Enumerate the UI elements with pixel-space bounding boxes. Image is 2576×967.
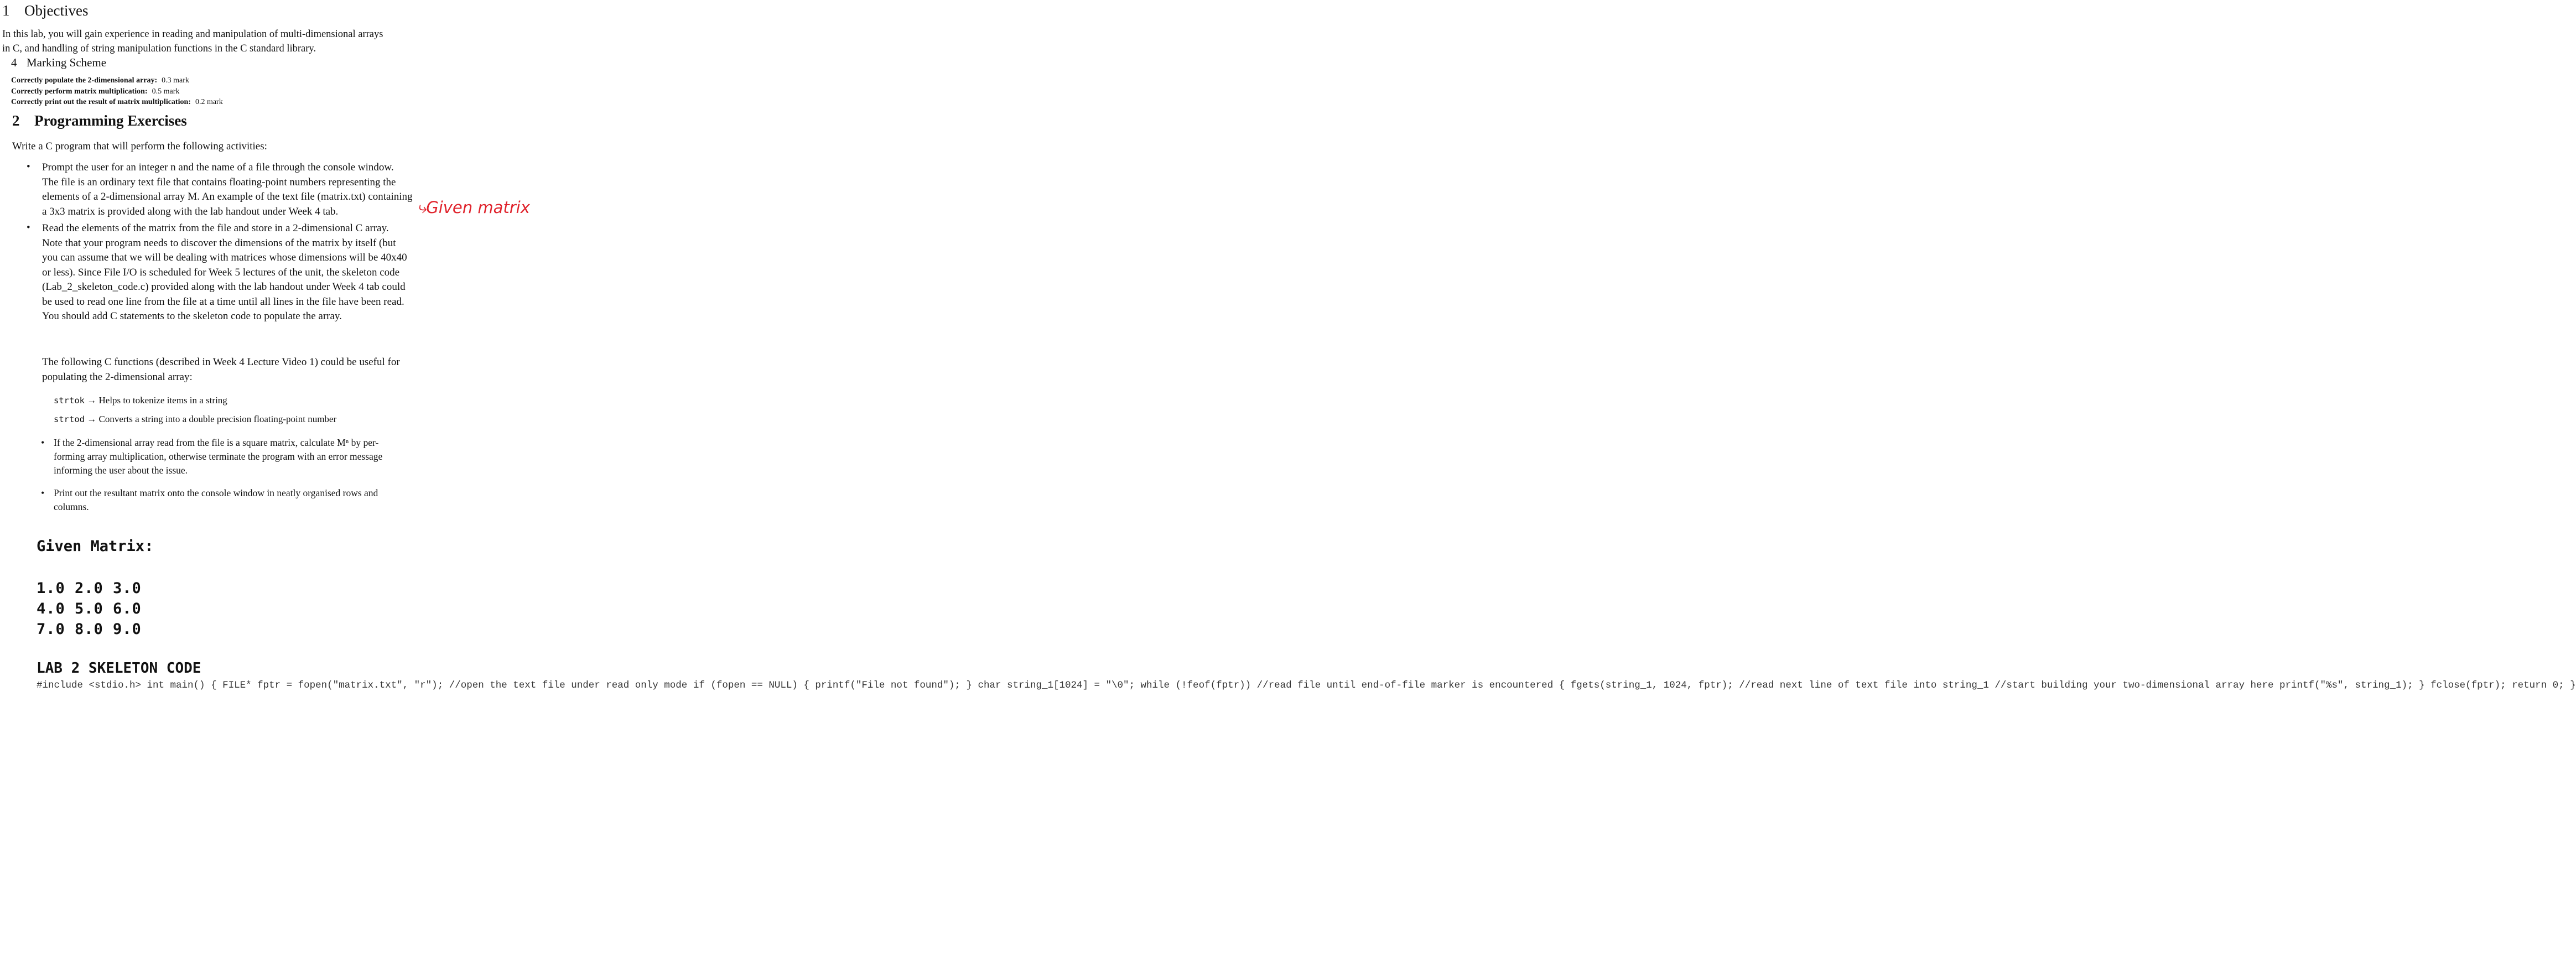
arrow-icon: → [87,414,97,424]
bullet-line: Note that your program needs to discover the dimensions of the matrix by itself (but [42,237,396,249]
marking-scheme-heading [11,56,106,70]
bullet-line: or less). Since File I/O is scheduled for Week 5 lectures of the unit, the skeleton code [42,266,400,278]
bullet-4 [54,486,378,514]
marking-value: 0.5 mark [152,87,180,96]
matrix-row: 4.0 5.0 6.0 [37,600,142,617]
code-line: } [966,680,972,691]
code-line: printf("%s", string_1); [2279,680,2413,691]
function-name: strtod [54,414,85,424]
bullet-line: The file is an ordinary text file that contains floating-point numbers representing the [42,176,396,188]
bullet-line: You should add C statements to the skeleton code to populate the array. [42,310,342,322]
section-1-heading [2,2,88,19]
intro-line: In this lab, you will gain experience in reading and manipulation of multi-dimensional arrays [2,29,383,40]
bullet-dot: • [27,222,30,233]
matrix-row: 1.0 2.0 3.0 [37,580,142,597]
code-line: { [211,680,217,691]
bullet-line: you can assume that we will be dealing with matrices whose dimensions will be 40x40 [42,252,407,263]
bullet-line: a 3x3 matrix is provided along with the lab handout under Week 4 tab. [42,205,339,217]
code-line: FILE* fptr = fopen("matrix.txt", "r"); //open the text file under [222,680,600,691]
bullet-line: Prompt the user for an integer n and the name of a file through the console window. [42,162,394,173]
bullet-dot: • [27,161,30,173]
code-line: fgets(string_1, 1024, fptr); //read next line of text file [1570,680,1908,691]
handwritten-note: ⤷Given matrix [417,198,530,217]
code-line: int main() [147,680,205,691]
bullet-line: columns. [54,501,89,512]
code-line: } [2570,680,2576,691]
section-number: 4 [11,56,17,69]
code-line: encountered [1489,680,1554,691]
code-line: read only mode [606,680,688,691]
skeleton-code-title: LAB 2 SKELETON CODE [37,660,201,677]
section-title: Objectives [24,2,89,19]
code-line: while (!feof(fptr)) //read file until end-of-file marker is [1140,680,1484,691]
section-2-heading [12,112,187,129]
function-strtod [54,414,336,425]
marking-item [11,75,223,86]
code-line: #include <stdio.h> [37,680,142,691]
section-title: Programming Exercises [34,112,187,129]
section-title: Marking Scheme [27,56,107,69]
matrix-row: 7.0 8.0 9.0 [37,621,142,638]
bullet-line: elements of a 2-dimensional array M. An example of the text file (matrix.txt) containing [42,191,413,202]
function-name: strtok [54,396,85,405]
given-matrix [37,578,142,640]
marking-label: Correctly populate the 2-dimensional array: [11,76,158,85]
skeleton-code-block [37,679,2576,692]
marking-value: 0.3 mark [162,76,189,85]
marking-item [11,86,223,97]
marking-scheme-list [11,75,223,108]
function-strtok [54,395,227,406]
bullet-line: informing the user about the issue. [54,465,188,476]
bullet-line: be used to read one line from the file at a time until all lines in the file have been read. [42,295,404,308]
function-desc: Helps to tokenize items in a string [98,395,227,405]
code-line: return 0; [2512,680,2564,691]
bullet-line: If the 2-dimensional array read from the file is a square matrix, calculate Mⁿ by per- [54,437,379,448]
section-number: 1 [2,2,10,19]
bullet-line: populating the 2-dimensional array: [42,371,193,383]
function-desc: Converts a string into a double precision floating-point number [98,414,337,424]
bullet-line: Read the elements of the matrix from the file and store in a 2-dimensional C array. [42,222,389,234]
marking-item [11,97,223,108]
intro-line: in C, and handling of string manipulation functions in the C standard library. [2,43,316,54]
marking-label: Correctly perform matrix multiplication: [11,87,148,96]
code-line: //start building your two-dimensional array here [1995,680,2274,691]
intro-paragraph [2,27,383,56]
code-line: char string_1[1024] = "\0"; [978,680,1135,691]
code-line: { [803,680,809,691]
bullet-1 [42,160,413,219]
bullet-3 [54,436,382,477]
code-line: if (fopen == NULL) [693,680,798,691]
code-line: into string_1 [1913,680,1989,691]
given-matrix-title: Given Matrix: [37,538,154,555]
marking-label: Correctly print out the result of matrix multiplication: [11,98,191,106]
bullet-line: forming array multiplication, otherwise terminate the program with an error message [54,451,383,462]
arrow-icon: → [87,395,97,405]
exercise-intro: Write a C program that will perform the following activities: [12,141,267,152]
bullet-line: Print out the resultant matrix onto the console window in neatly organised rows and [54,487,378,498]
bullet-dot: • [41,437,45,448]
bullet-line: The following C functions (described in Week 4 Lecture Video 1) could be useful for [42,356,400,368]
bullet-2 [42,221,407,324]
bullet-dot: • [41,487,45,498]
code-line: } [2419,680,2425,691]
functions-intro [42,355,400,384]
code-line: fclose(fptr); [2430,680,2506,691]
bullet-line: (Lab_2_skeleton_code.c) provided along with the lab handout under Week 4 tab could [42,281,406,293]
marking-value: 0.2 mark [195,98,223,106]
code-line: printf("File not found"); [815,680,960,691]
section-number: 2 [12,112,20,129]
code-line: { [1559,680,1565,691]
